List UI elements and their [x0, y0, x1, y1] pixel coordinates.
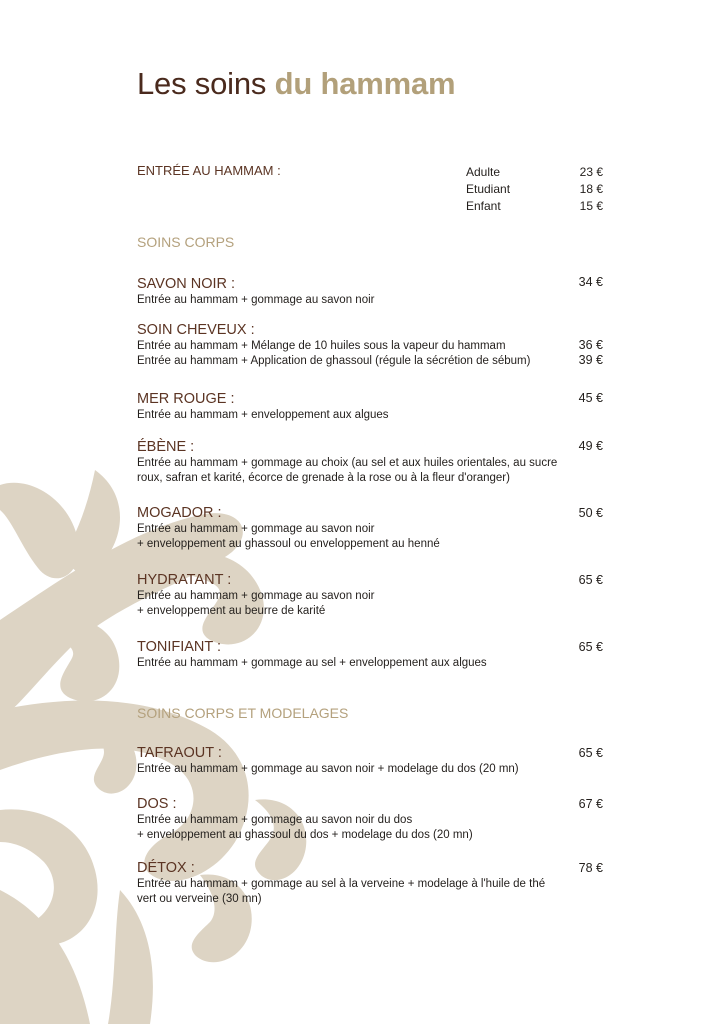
- rate-name: Enfant: [466, 199, 501, 213]
- item-price: 65 €: [578, 573, 603, 587]
- rate-row: [466, 199, 603, 216]
- item-name: TONIFIANT :: [137, 639, 222, 655]
- rate-price: 23 €: [579, 165, 603, 179]
- item-description: + enveloppement au ghassoul ou enveloppement au henné: [137, 538, 440, 550]
- item-price: 45 €: [578, 391, 603, 405]
- title-main: Les soins: [137, 66, 267, 101]
- item-price: 34 €: [578, 275, 603, 289]
- item-price: 39 €: [578, 353, 603, 367]
- section-title-soins-corps: SOINS CORPS: [137, 234, 235, 250]
- item-name: TAFRAOUT :: [137, 745, 222, 761]
- menu-item-detox: [137, 859, 603, 907]
- item-price: 65 €: [578, 746, 603, 760]
- item-description: Entrée au hammam + gommage au savon noir: [137, 294, 375, 306]
- menu-item-tonifiant: [137, 638, 603, 671]
- menu-item-hydratant: [137, 571, 603, 619]
- menu-item-savon-noir: [137, 275, 603, 308]
- page-title: [137, 66, 455, 102]
- item-description: Entrée au hammam + gommage au sel + enveloppement aux algues: [137, 657, 487, 669]
- item-name: DOS :: [137, 796, 177, 812]
- item-description: Entrée au hammam + gommage au savon noir: [137, 590, 375, 602]
- item-description: Entrée au hammam + gommage au savon noir: [137, 523, 375, 535]
- menu-item-mer-rouge: [137, 390, 603, 423]
- item-name: SOIN CHEVEUX :: [137, 322, 255, 338]
- rate-name: Adulte: [466, 165, 501, 179]
- item-name: HYDRATANT :: [137, 572, 232, 588]
- item-description: Entrée au hammam + Mélange de 10 huiles sous la vapeur du hammam: [137, 340, 506, 352]
- entree-label: ENTRÉE AU HAMMAM :: [137, 163, 281, 178]
- section-title-soins-corps-modelages: SOINS CORPS ET MODELAGES: [137, 705, 349, 721]
- item-description: Entrée au hammam + gommage au savon noir du dos: [137, 814, 413, 826]
- item-description: + enveloppement au ghassoul du dos + modelage du dos (20 mn): [137, 829, 473, 841]
- item-description: Entrée au hammam + gommage au savon noir + modelage du dos (20 mn): [137, 763, 519, 775]
- item-name: DÉTOX :: [137, 860, 195, 876]
- item-name: MOGADOR :: [137, 505, 222, 521]
- item-description: + enveloppement au beurre de karité: [137, 605, 326, 617]
- item-price: 67 €: [578, 797, 603, 811]
- entree-rates: [466, 165, 603, 216]
- rate-row: [466, 165, 603, 182]
- rate-name: Etudiant: [466, 182, 511, 196]
- item-price: 65 €: [578, 640, 603, 654]
- item-description: Entrée au hammam + gommage au sel à la verveine + modelage à l'huile de thé vert ou verveine (30 mn): [137, 878, 546, 905]
- title-highlight: du hammam: [274, 66, 456, 101]
- item-name: SAVON NOIR :: [137, 276, 236, 292]
- item-price: 36 €: [578, 338, 603, 352]
- menu-item-ebene: [137, 438, 603, 486]
- item-price: 49 €: [578, 439, 603, 453]
- menu-item-mogador: [137, 504, 603, 552]
- item-description: Entrée au hammam + gommage au choix (au sel et aux huiles orientales, au sucre roux, safran et karité, écorce de grenade à la rose ou à la fleur d'oranger): [137, 457, 558, 484]
- item-description: Entrée au hammam + enveloppement aux algues: [137, 409, 389, 421]
- menu-item-dos: [137, 795, 603, 843]
- item-name: ÉBÈNE :: [137, 439, 195, 455]
- item-name: MER ROUGE :: [137, 391, 235, 407]
- menu-item-soin-cheveux: [137, 321, 603, 369]
- rate-price: 15 €: [579, 199, 603, 213]
- item-description: Entrée au hammam + Application de ghassoul (régule la sécrétion de sébum): [137, 355, 531, 367]
- rate-row: [466, 182, 603, 199]
- menu-item-tafraout: [137, 744, 603, 777]
- rate-price: 18 €: [579, 182, 603, 196]
- item-price: 50 €: [578, 506, 603, 520]
- item-price: 78 €: [578, 861, 603, 875]
